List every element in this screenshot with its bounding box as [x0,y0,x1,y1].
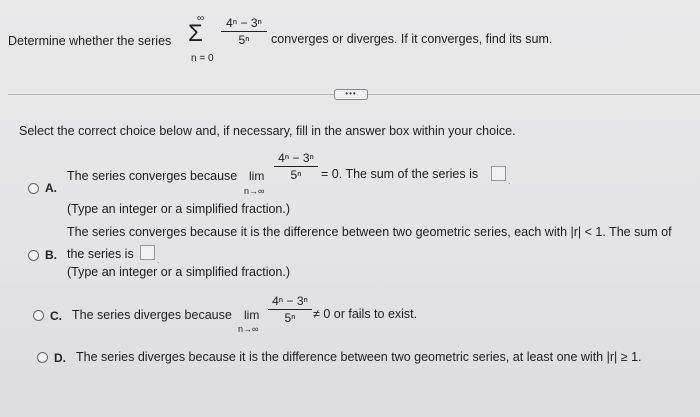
choice-a-denominator: 5ⁿ [290,168,302,182]
series-fraction [221,16,267,47]
choice-a-answer-box[interactable] [491,166,506,181]
choice-b-line2: the series is [67,247,134,261]
fraction-bar [221,31,267,32]
choice-a-radio[interactable] [28,183,39,194]
choice-b-letter: B. [45,248,57,262]
sum-lower-limit: n = 0 [191,53,214,64]
instruction-text: Select the correct choice below and, if necessary, fill in the answer box within your choice. [19,124,516,138]
choice-b-hint: (Type an integer or a simplified fraction.) [67,265,291,279]
choice-d-text: The series diverges because it is the difference between two geometric series, at least one with |r| ≥ 1. [76,350,642,364]
choice-a-letter: A. [45,181,57,195]
choice-a-text-before: The series converges because [67,169,238,183]
choice-c-radio[interactable] [33,310,44,321]
sum-upper-limit: ∞ [197,13,205,24]
choice-c-lim: lim [244,308,260,322]
choice-d-radio[interactable] [37,352,48,363]
series-denominator: 5ⁿ [238,33,250,47]
choice-a-lim: lim [249,169,265,183]
choice-a-lim-sub: n→∞ [244,186,265,196]
choice-c-numerator: 4ⁿ − 3ⁿ [272,294,308,308]
choice-b-line1: The series converges because it is the difference between two geometric series, each with |r| < 1. The sum of [67,225,672,239]
choice-a-numerator: 4ⁿ − 3ⁿ [278,151,314,165]
sigma-symbol: Σ [188,20,203,47]
question-suffix: converges or diverges. If it converges, find its sum. [271,32,553,46]
choice-a-fraction [274,151,318,182]
choice-c-letter: C. [50,309,62,323]
choice-a-hint: (Type an integer or a simplified fraction.) [67,202,291,216]
choice-a-text-after: = 0. The sum of the series is [321,167,479,181]
question-prefix: Determine whether the series [8,34,172,48]
choice-c-text-before: The series diverges because [72,308,232,322]
choice-c-lim-sub: n→∞ [238,324,259,334]
fraction-bar [268,309,312,310]
fraction-bar [274,166,318,167]
choice-c-text-after: ≠ 0 or fails to exist. [313,307,418,321]
choice-c-denominator: 5ⁿ [284,311,296,325]
choice-b-answer-box[interactable] [140,245,155,260]
more-button[interactable]: ••• [334,89,368,100]
answer-box-dot: . [157,255,160,265]
series-numerator: 4ⁿ − 3ⁿ [226,16,262,30]
choice-d-letter: D. [54,351,66,365]
choice-b-radio[interactable] [28,250,39,261]
answer-box-dot: . [508,176,511,186]
choice-c-fraction [268,294,312,325]
